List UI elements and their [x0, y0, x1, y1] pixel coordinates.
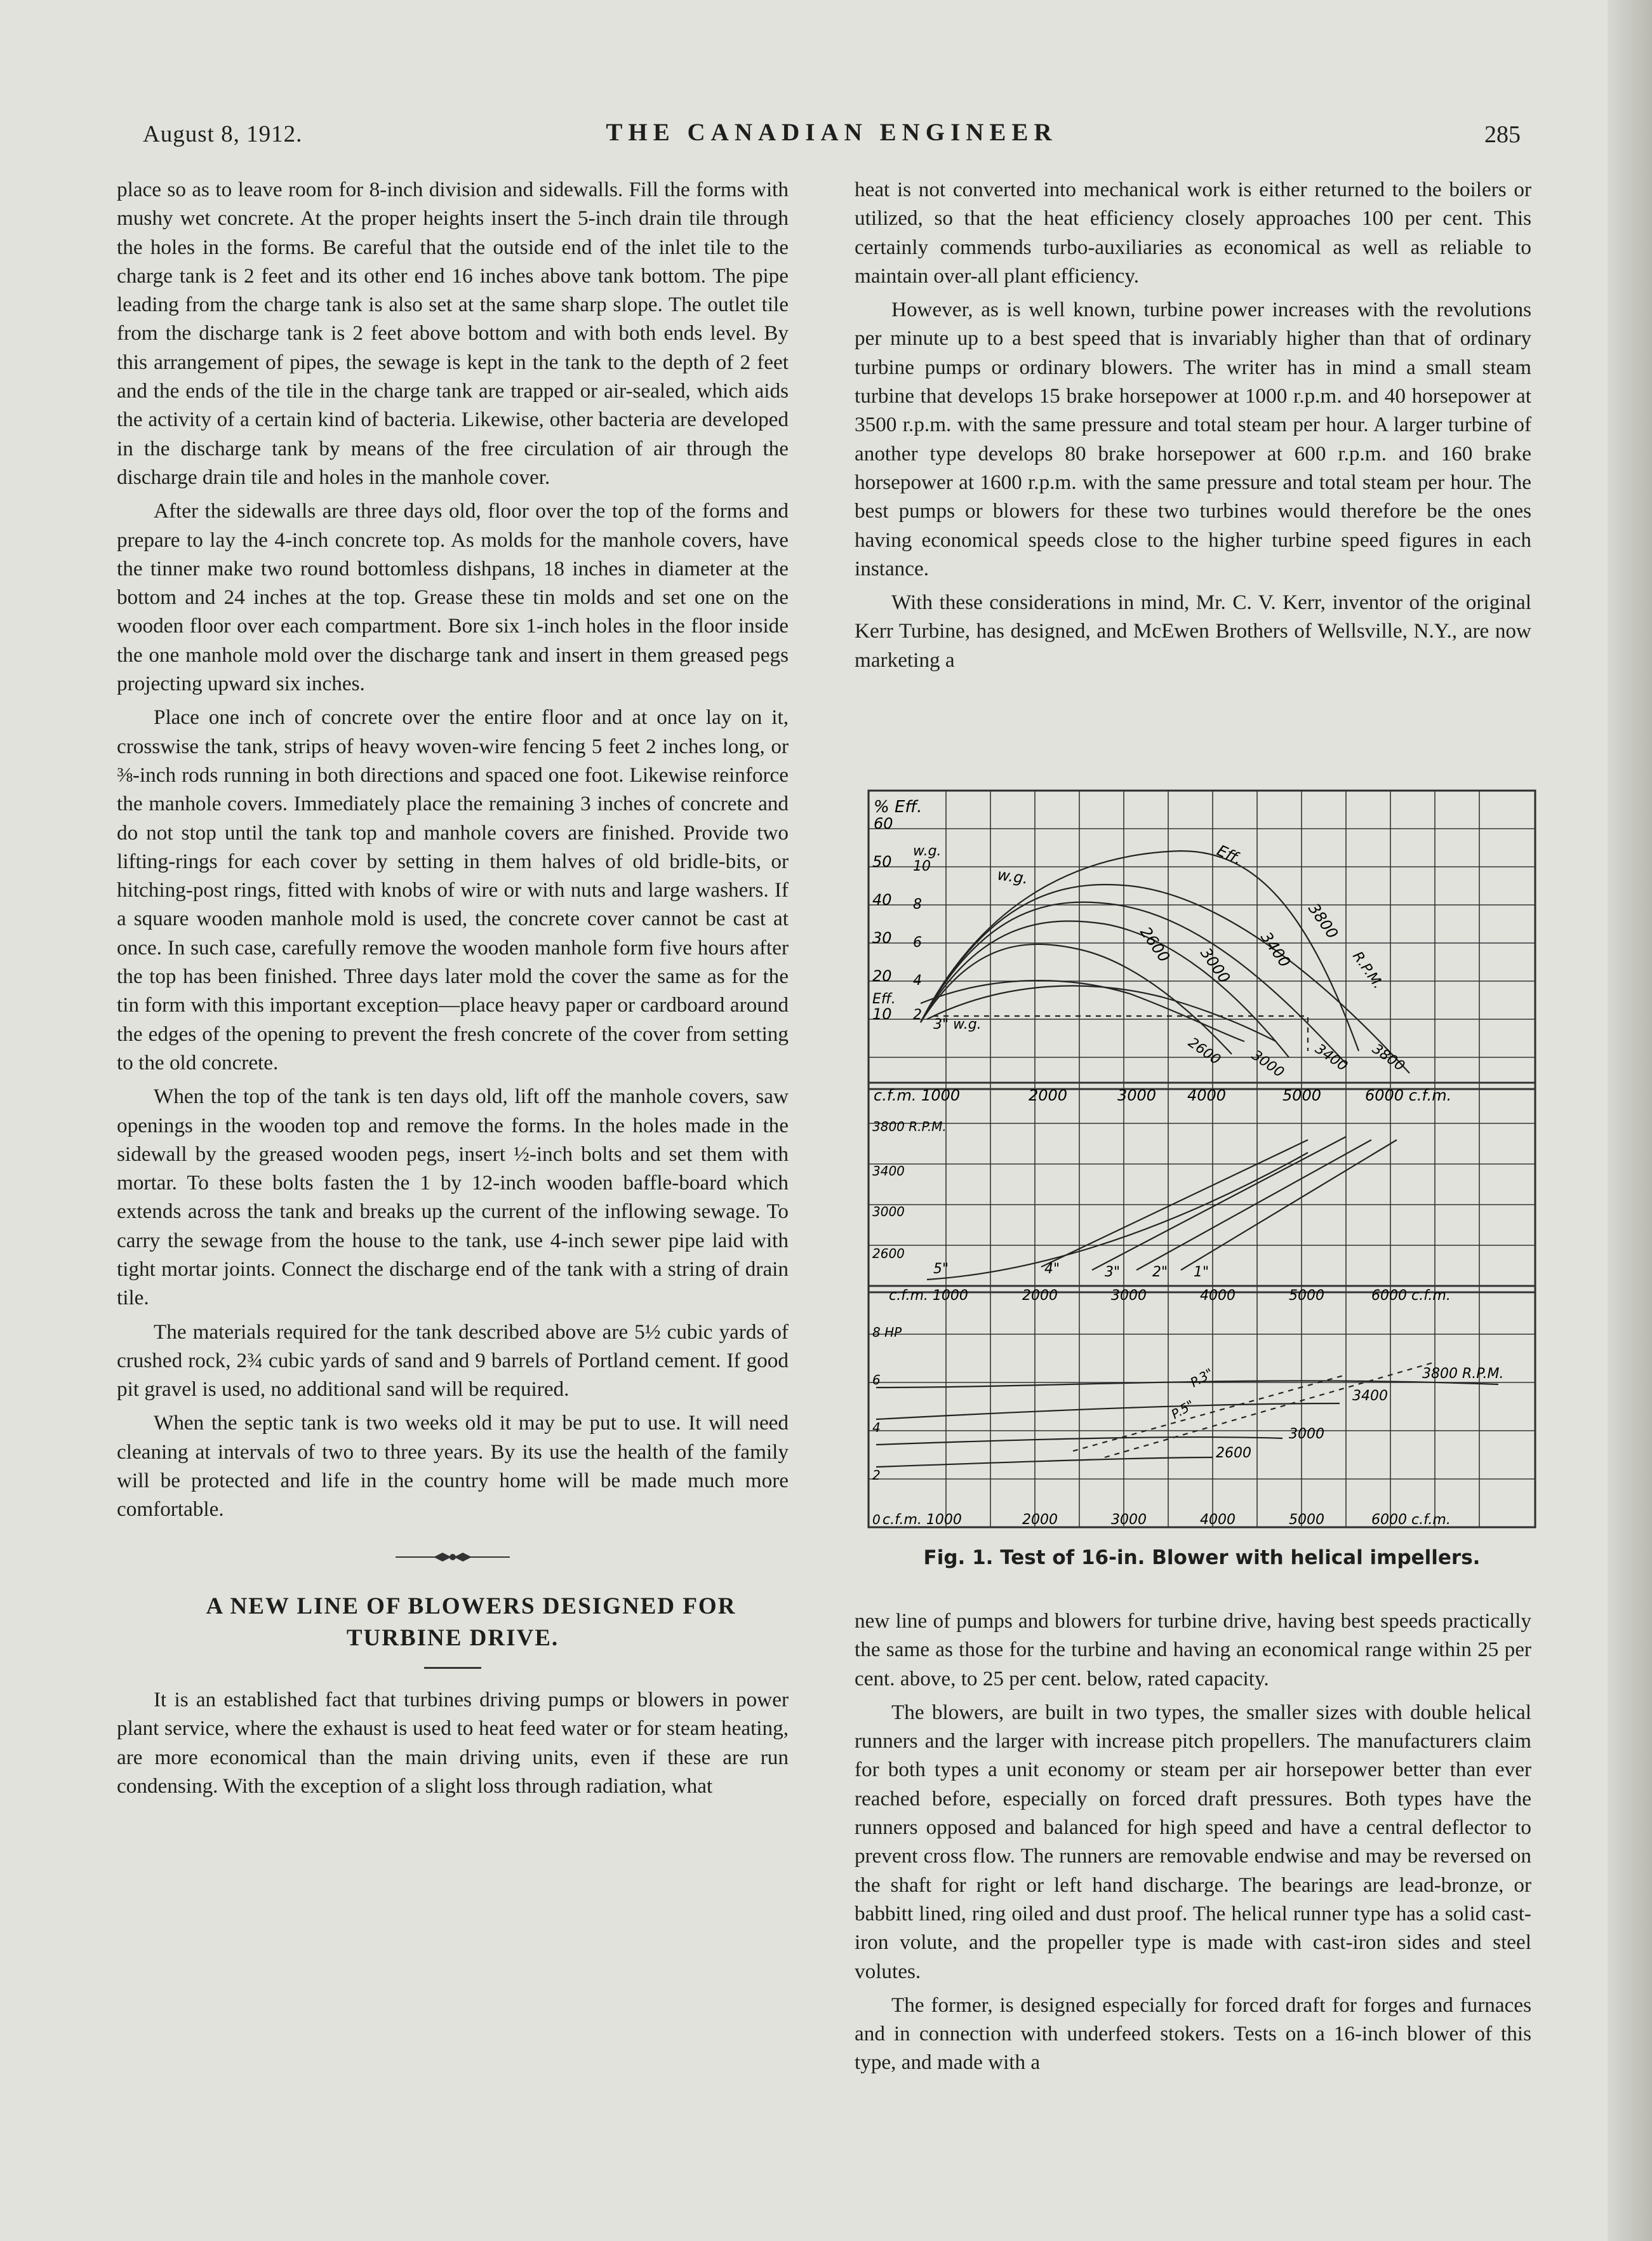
x-tick: 3000 — [1111, 1512, 1147, 1528]
hp-tick: 6 — [872, 1372, 881, 1388]
x-tick: c.f.m. 1000 — [874, 1087, 961, 1104]
x-tick: 4000 — [1200, 1512, 1236, 1528]
journal-title: THE CANADIAN ENGINEER — [606, 119, 1058, 146]
wg-tick: 8 — [913, 897, 922, 913]
paragraph: place so as to leave room for 8-inch division and sidewalls. Fill the forms with mushy wet concrete. At the proper heights insert the 5-inch drain tile through the holes in the forms. Be careful that the outside end of the inlet tile to the charge tank is 2 feet and its other end 16 inches above tank bottom. The pipe leading from the charge tank is also set at the same sharp slope. The outlet tile from the discharge tank is 2 feet above bottom and with both ends level. By this arrangement of pipes, the sewage is kept in the tank to the depth of 2 feet and the ends of the tile in the charge tank are trapped or air-sealed, which aids the activity of a certain kind of bacteria. Likewise, other bacteria are developed in the discharge tank by means of the free circulation of air through the discharge drain tile and holes in the manhole cover. — [117, 178, 789, 489]
rpm-curve-3 — [1092, 1137, 1346, 1270]
right-column-bottom — [855, 1607, 1531, 2077]
eff-tick: Eff. — [872, 991, 896, 1007]
eff-axis-label: % Eff. — [874, 798, 923, 817]
section-ornament — [117, 1543, 789, 1572]
wg-tick: 4 — [913, 973, 922, 989]
paragraph: The materials required for the tank described above are 5½ cubic yards of crushed rock, 2¾ cubic yards of sand and 9 barrels of Portland cement. If good pit gravel is used, no additional sand will be required. — [117, 1320, 789, 1401]
curve-label-eff: Eff. — [1214, 841, 1245, 869]
x-tick: 6000 c.f.m. — [1365, 1087, 1452, 1104]
pressure-label: 1" — [1194, 1264, 1209, 1280]
paragraph: The blowers, are built in two types, the smaller sizes with double helical runners and the larger with increase pitch propellers. The manufacturers claim for both types a unit economy or steam per air horsepower better than ever reached before, especially on forced draft pressures. Both types have the runners opposed and balanced for high speed and have a central deflector to prevent cross flow. The runners are removable endwise and may be reversed on the shaft for right or left hand discharge. The bearings are lead-bronze, or babbitt lined, ring oiled and dust proof. The helical runner type has a solid cast-iron volute, and the propeller type is made with cast-iron sides and steel volutes. — [855, 1700, 1531, 1983]
pressure-label: 3" — [1105, 1264, 1121, 1280]
right-column-top — [855, 175, 1531, 674]
paragraph: However, as is well known, turbine power increases with the revolutions per minute up to a best speed that is invariably higher than that of ordinary turbine pumps or ordinary blowers. The writer has in mind a small steam turbine that develops 15 brake horsepower at 1000 r.p.m. and 40 horsepower at 3500 r.p.m. with the same pressure and total steam per hour. A larger turbine of another type develops 80 brake horsepower at 600 r.p.m. and 160 brake horsepower at 1600 r.p.m. with the same pressure and total steam per hour. The best pumps or blowers for these two turbines would therefore be the ones having economical speeds close to the higher turbine speed figures in each instance. — [855, 298, 1531, 580]
blower-test-chart — [863, 784, 1540, 1534]
paragraph: Place one inch of concrete over the entire floor and at once lay on it, crosswise the tank, strips of heavy woven-wire fencing 5 feet 2 inches long, or ⅜-inch rods running in both directions and spaced one foot. Likewise reinforce the manhole covers. Immediately place the remaining 3 inches of concrete and do not stop until the tank top and manhole covers are finished. Provide two lifting-rings for each cover by setting in them halves of old bridle-bits, or hitching-post rings, fitted with knobs of wire or with nuts and large washers. If a square wooden manhole mold is used, the concrete cover cannot be cast at once. In such case, carefully remove the wooden manhole form five hours after the top has been finished. Three days later mold the cover the same as for the tin form with this important exception—place heavy paper or cardboard around the edges of the opening to prevent the fresh concrete of the cover from setting to the old concrete. — [117, 706, 789, 1074]
curve-label-3000: 3000 — [1197, 944, 1234, 987]
issue-date: August 8, 1912. — [143, 121, 303, 147]
figure-caption: Fig. 1. Test of 16-in. Blower with helical impellers. — [923, 1546, 1481, 1569]
headline-rule — [424, 1667, 481, 1669]
curve-label-3000-wg: 3000 — [1248, 1047, 1287, 1081]
paragraph: The former, is designed especially for forced draft for forges and furnaces and in connection with underfeed stokers. Tests on a 16-inch blower of this type, and made with a — [855, 1993, 1531, 2075]
eff-tick: 10 — [872, 1005, 892, 1023]
curve-label-3wg: 3" w.g. — [933, 1017, 982, 1033]
curve-label-2600-wg: 2600 — [1185, 1034, 1223, 1069]
wg-tick: 2 — [913, 1007, 922, 1023]
eff-tick: 30 — [872, 929, 892, 947]
curve-label-rpm: R.P.M. — [1349, 949, 1387, 993]
eff-tick: 40 — [872, 891, 892, 909]
x-tick: 4000 — [1187, 1087, 1227, 1104]
x-tick: 5000 — [1289, 1288, 1324, 1304]
three-inch-wg-guide — [933, 1016, 1308, 1051]
x-tick: 2000 — [1022, 1512, 1058, 1528]
eff-tick: 20 — [872, 967, 892, 985]
x-tick: 2000 — [1022, 1288, 1058, 1304]
page-header — [143, 114, 1521, 159]
rpm-tick: 2600 — [872, 1246, 905, 1261]
page-number: 285 — [1484, 121, 1521, 148]
x-tick: 3000 — [1111, 1288, 1147, 1304]
hp-curve-label: 2600 — [1216, 1445, 1251, 1461]
rpm-curve-4 — [1041, 1140, 1308, 1267]
panel2-x-axis — [889, 1288, 1451, 1304]
wg-tick: 10 — [913, 859, 931, 874]
hp-pressure-3 — [1105, 1362, 1435, 1457]
pressure-label: 4" — [1044, 1261, 1060, 1277]
curve-label-3800: 3800 — [1305, 900, 1342, 942]
wg-curve-3800 — [921, 885, 1409, 1073]
paragraph: When the top of the tank is ten days old, lift off the manhole covers, saw openings in the wooden top and remove the forms. In the holes made in the sidewall by the greased wooden pegs, insert ½-inch bolts and set them with mortar. To these bolts fasten the 1 by 12-inch wooden baffle-board which extends across the tank and breaks up the current of the inflowing sewage. To carry the sewage from the house to the tank, use 4-inch sewer pipe laid with tight mortar joints. Connect the discharge end of the tank with a string of drain tile. — [117, 1085, 789, 1310]
article-headline: A NEW LINE OF BLOWERS DESIGNED FOR TURBINE DRIVE. — [206, 1593, 736, 1651]
wg-curve-3400 — [921, 902, 1346, 1064]
curve-label-wg: w.g. — [996, 866, 1030, 888]
hp-curve-3800 — [876, 1381, 1498, 1388]
pressure-label: 5" — [933, 1261, 949, 1277]
hp-curve-2600 — [876, 1457, 1213, 1467]
eff-tick: 60 — [874, 815, 893, 833]
hp-tick: 8 HP — [872, 1325, 902, 1340]
x-tick: c.f.m. 1000 — [883, 1512, 962, 1528]
pressure-label: 2" — [1152, 1264, 1168, 1280]
hp-curve-label: 3000 — [1289, 1426, 1324, 1442]
paragraph: After the sidewalls are three days old, floor over the top of the forms and prepare to lay the 4-inch concrete top. As molds for the manhole covers, have the tinner make two round bottomless dishpans, 18 inches in diameter at the bottom and 24 inches at the top. Grease these tin molds and set one on the wooden floor over each compartment. Bore six 1-inch holes in the floor inside the one manhole mold over the discharge tank and insert in them greased pegs projecting upward six inches. — [117, 499, 789, 696]
rpm-tick: 3400 — [872, 1163, 905, 1179]
paragraph: When the septic tank is two weeks old it may be put to use. It will need cleaning at intervals of two to three years. By its use the health of the family will be protected and life in the country home will be made much more comfortable. — [117, 1411, 789, 1522]
rpm-tick: 3000 — [872, 1204, 905, 1219]
curve-label-2600: 2600 — [1136, 923, 1174, 966]
figure-blower-test — [863, 784, 1540, 1584]
hp-curve-label: P.3" — [1187, 1365, 1216, 1391]
hp-tick: 4 — [872, 1420, 881, 1435]
rpm-curve-5 — [927, 1153, 1308, 1280]
eff-tick: 50 — [872, 853, 892, 871]
x-tick: 4000 — [1200, 1288, 1236, 1304]
efficiency-curve — [921, 851, 1359, 1051]
paragraph: new line of pumps and blowers for turbine drive, having best speeds practically the same as those for the turbine and having an economical range within 25 per cent. above, to 25 per cent. below, rated capacity. — [855, 1609, 1531, 1690]
x-tick: 6000 c.f.m. — [1371, 1288, 1451, 1304]
hp-curve-label: 3800 R.P.M. — [1422, 1366, 1504, 1382]
panel3-x-axis — [883, 1512, 1451, 1528]
wg-tick: 6 — [913, 935, 922, 951]
x-tick: 3000 — [1117, 1087, 1157, 1104]
hp-curve-label: P.5" — [1168, 1396, 1197, 1422]
hp-tick: 0 — [872, 1512, 881, 1527]
x-tick: 6000 c.f.m. — [1371, 1512, 1451, 1528]
wg-axis-label: w.g. — [913, 843, 942, 859]
hp-tick: 2 — [872, 1468, 881, 1483]
x-tick: c.f.m. 1000 — [889, 1288, 968, 1304]
curve-label-3800-wg: 3800 — [1369, 1041, 1408, 1075]
rpm-tick: 3800 R.P.M. — [872, 1119, 947, 1134]
hp-curve-label: 3400 — [1352, 1388, 1388, 1404]
paragraph: With these considerations in mind, Mr. C. V. Kerr, inventor of the original Kerr Turbine, has designed, and McEwen Brothers of Wellsville, N.Y., are now marketing a — [855, 591, 1531, 672]
x-tick: 5000 — [1289, 1512, 1324, 1528]
x-tick: 2000 — [1029, 1087, 1068, 1104]
page-edge-shadow — [1608, 0, 1652, 2241]
curve-label-3400-wg: 3400 — [1312, 1041, 1350, 1075]
ornament-icon — [389, 1551, 516, 1563]
curve-label-3400: 3400 — [1257, 928, 1295, 971]
x-tick: 5000 — [1282, 1087, 1322, 1104]
left-column — [117, 175, 789, 1800]
paragraph: It is an established fact that turbines driving pumps or blowers in power plant service, where the exhaust is used to heat feed water or for steam heating, are more economical than the main driving units, even if these are run condensing. With the exception of a slight loss through radiation, what — [117, 1687, 789, 1798]
paragraph: heat is not converted into mechanical work is either returned to the boilers or utilized, so that the heat efficiency closely approaches 100 per cent. This certainly commends turbo-auxiliaries as economical as well as reliable to maintain over-all plant efficiency. — [855, 178, 1531, 288]
